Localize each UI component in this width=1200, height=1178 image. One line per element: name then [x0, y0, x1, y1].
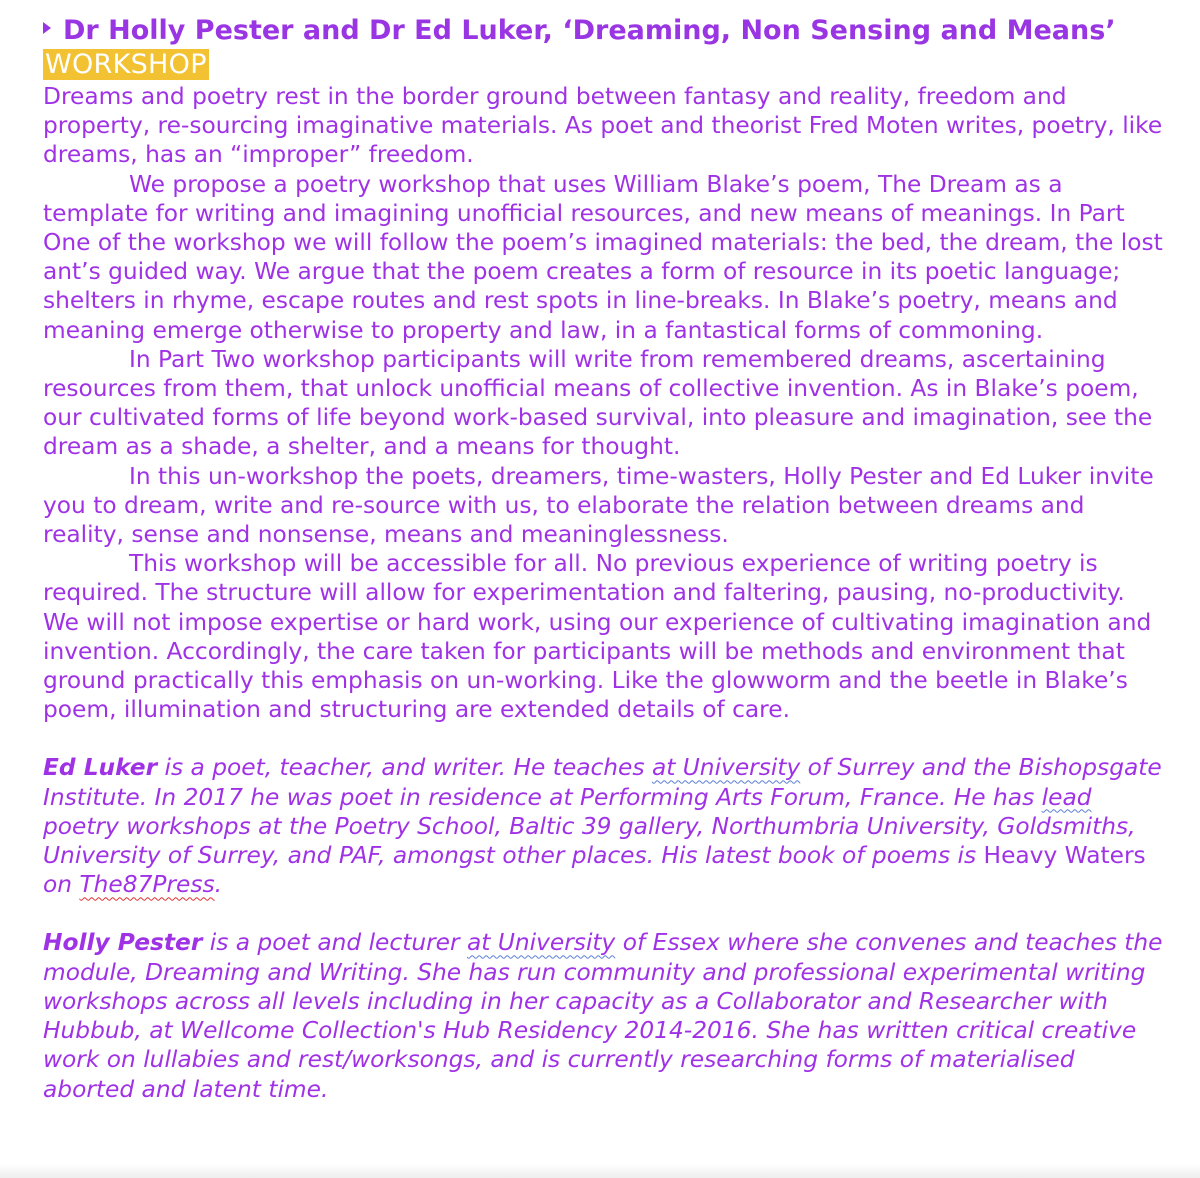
bio-name-ed: Ed Luker: [43, 754, 158, 782]
bio-name-holly: Holly Pester: [43, 929, 203, 957]
paragraph-part-two: In Part Two workshop participants will write from remembered dreams, ascertaining resources from them, that unlock unofficial means of collective invention. As in Blake’s poem, our cultivated forms of life beyond work-based survival, into pleasure and imagination, see the dream as a shade, a shelter, and a means for thought.: [43, 345, 1153, 461]
bio-text: on: [43, 871, 80, 899]
page-edge-shadow: [0, 1164, 1200, 1178]
bio-holly-pester: [43, 928, 1163, 1103]
paragraph-proposal: We propose a poetry workshop that uses William Blake’s poem, The Dream as a template for writing and imagining unofficial resources, and new means of meanings. In Part One of the workshop we will follow the poem’s imagined materials: the bed, the dream, the lost ant’s guided way. We argue that the poem creates a form of resource in its poetic language; shelters in rhyme, escape routes and rest spots in line-breaks. In Blake’s poetry, means and meaning emerge otherwise to property and law, in a fantastical forms of commoning.: [43, 170, 1163, 344]
title-text: Dr Holly Pester and Dr Ed Luker, ‘Dreaming, Non Sensing and Means’: [63, 15, 1116, 46]
grammar-flag-text[interactable]: at University: [467, 929, 616, 957]
bio-text: is a poet and lecturer: [202, 929, 467, 957]
document-body: [43, 14, 1163, 1104]
bio-text: of Surrey and the Bishopsgate Institute. In 2017 he was poet in residence at Performing Arts Forum, France. He has: [43, 754, 1162, 811]
disclosure-triangle-icon[interactable]: [43, 22, 51, 34]
bio-text: poetry workshops at the Poetry School, Baltic 39 gallery, Northumbria University, Goldsmiths, University of Surrey, and PAF, amongst other places. His latest book of poems is: [43, 812, 1136, 870]
grammar-flag-text[interactable]: lead: [1041, 783, 1092, 811]
bio-text: .: [214, 871, 223, 899]
spelling-flag-text[interactable]: The87Press: [79, 871, 215, 899]
bio-text: is a poet, teacher, and writer. He teaches: [157, 754, 652, 782]
blank-line: [43, 899, 1163, 928]
paragraph-accessibility: This workshop will be accessible for all. No previous experience of writing poetry is required. The structure will allow for experimentation and faltering, pausing, no-productivity. We will not impose expertise or hard work, using our experience of cultivating imagination and invention. Accordingly, the care taken for participants will be methods and environment that ground practically this emphasis on un-working. Like the glowworm and the beetle in Blake’s poem, illumination and structuring are extended details of care.: [43, 550, 1152, 724]
bio-text: of Essex where she convenes and teaches the module, Dreaming and Writing. She has run community and professional experimental writing workshops across all levels including in her capacity as a Collaborator and Researcher with Hubbub, at Wellcome Collection's Hub Residency 2014-2016. She has written critical creative work on lullabies and rest/worksongs, and is currently researching forms of materialised aborted and latent time.: [43, 929, 1163, 1103]
bio-ed-luker: [43, 753, 1163, 899]
paragraph-invitation: In this un-workshop the poets, dreamers, time-wasters, Holly Pester and Ed Luker invite you to dream, write and re-source with us, to elaborate the relation between dreams and reality, sense and nonsense, means and meaninglessness.: [43, 462, 1154, 549]
workshop-title: [43, 14, 1163, 82]
grammar-flag-text[interactable]: at University: [651, 754, 801, 782]
paragraph-intro: Dreams and poetry rest in the border ground between fantasy and reality, freedom and property, re-sourcing imaginative materials. As poet and theorist Fred Moten writes, poetry, like dreams, has an “improper” freedom.: [43, 83, 1163, 169]
blank-line: [43, 724, 1163, 753]
workshop-highlight-tag: WORKSHOP: [45, 49, 207, 80]
book-title: Heavy Waters: [983, 842, 1146, 870]
